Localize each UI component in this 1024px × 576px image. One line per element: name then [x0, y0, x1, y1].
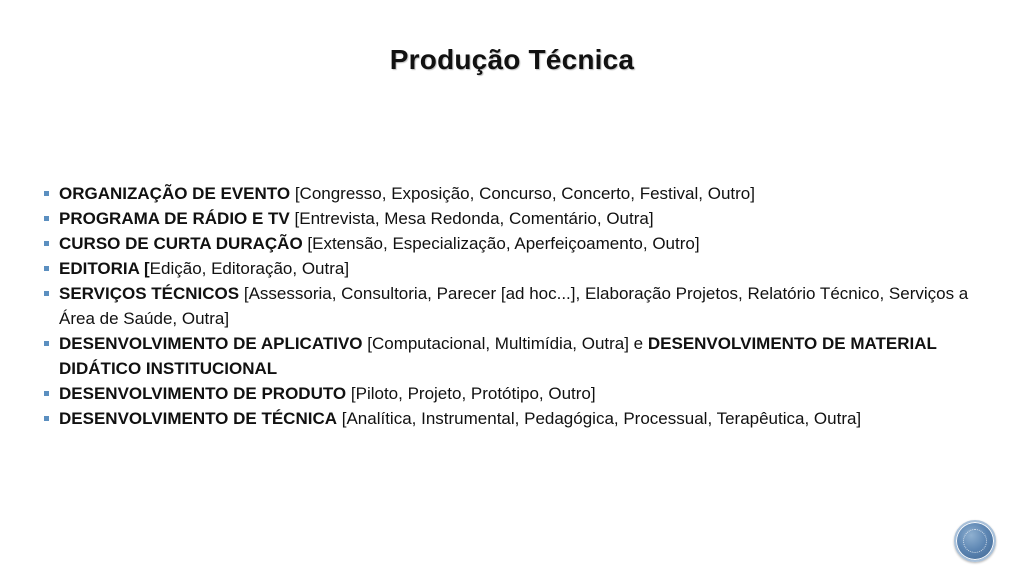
item-detail: [Analítica, Instrumental, Pedagógica, Processual, Terapêutica, Outra]	[337, 409, 862, 428]
bullet-square-icon	[44, 216, 49, 221]
item-heading-secondary: DESENVOLVIMENTO DE MATERIAL DIDÁTICO INSTITUCIONAL	[59, 334, 937, 378]
bullet-list	[40, 181, 980, 431]
bullet-square-icon	[44, 391, 49, 396]
item-detail: Edição, Editoração, Outra]	[149, 259, 350, 278]
list-item	[40, 181, 980, 206]
circular-logo-icon	[954, 520, 996, 562]
bullet-square-icon	[44, 266, 49, 271]
item-detail: [Congresso, Exposição, Concurso, Concerto, Festival, Outro]	[290, 184, 755, 203]
item-heading: PROGRAMA DE RÁDIO E TV	[59, 209, 290, 228]
list-item	[40, 381, 980, 406]
item-heading: DESENVOLVIMENTO DE APLICATIVO	[59, 334, 363, 353]
item-detail: [Extensão, Especialização, Aperfeiçoamento, Outro]	[302, 234, 700, 253]
list-item	[40, 256, 980, 281]
item-detail: [Assessoria, Consultoria, Parecer [ad hoc...], Elaboração Projetos, Relatório Técnico, Serviços a Área de Saúde, Outra]	[59, 284, 969, 328]
item-heading: CURSO DE CURTA DURAÇÃO	[59, 234, 303, 253]
list-item	[40, 206, 980, 231]
list-item	[40, 281, 980, 331]
bullet-square-icon	[44, 191, 49, 196]
list-item	[40, 231, 980, 256]
slide-title: Produção Técnica	[389, 44, 635, 75]
item-heading: SERVIÇOS TÉCNICOS	[59, 284, 240, 303]
bullet-square-icon	[44, 291, 49, 296]
bullet-square-icon	[44, 341, 49, 346]
item-heading: DESENVOLVIMENTO DE TÉCNICA	[59, 409, 338, 428]
item-heading: EDITORIA [	[59, 259, 150, 278]
list-item	[40, 406, 980, 431]
item-detail: [Piloto, Projeto, Protótipo, Outro]	[346, 384, 596, 403]
item-heading: ORGANIZAÇÃO DE EVENTO	[59, 184, 291, 203]
item-detail: [Computacional, Multimídia, Outra] e	[362, 334, 648, 353]
item-detail: [Entrevista, Mesa Redonda, Comentário, Outra]	[289, 209, 654, 228]
item-heading: DESENVOLVIMENTO DE PRODUTO	[59, 384, 347, 403]
list-item	[40, 331, 980, 381]
bullet-square-icon	[44, 241, 49, 246]
bullet-square-icon	[44, 416, 49, 421]
